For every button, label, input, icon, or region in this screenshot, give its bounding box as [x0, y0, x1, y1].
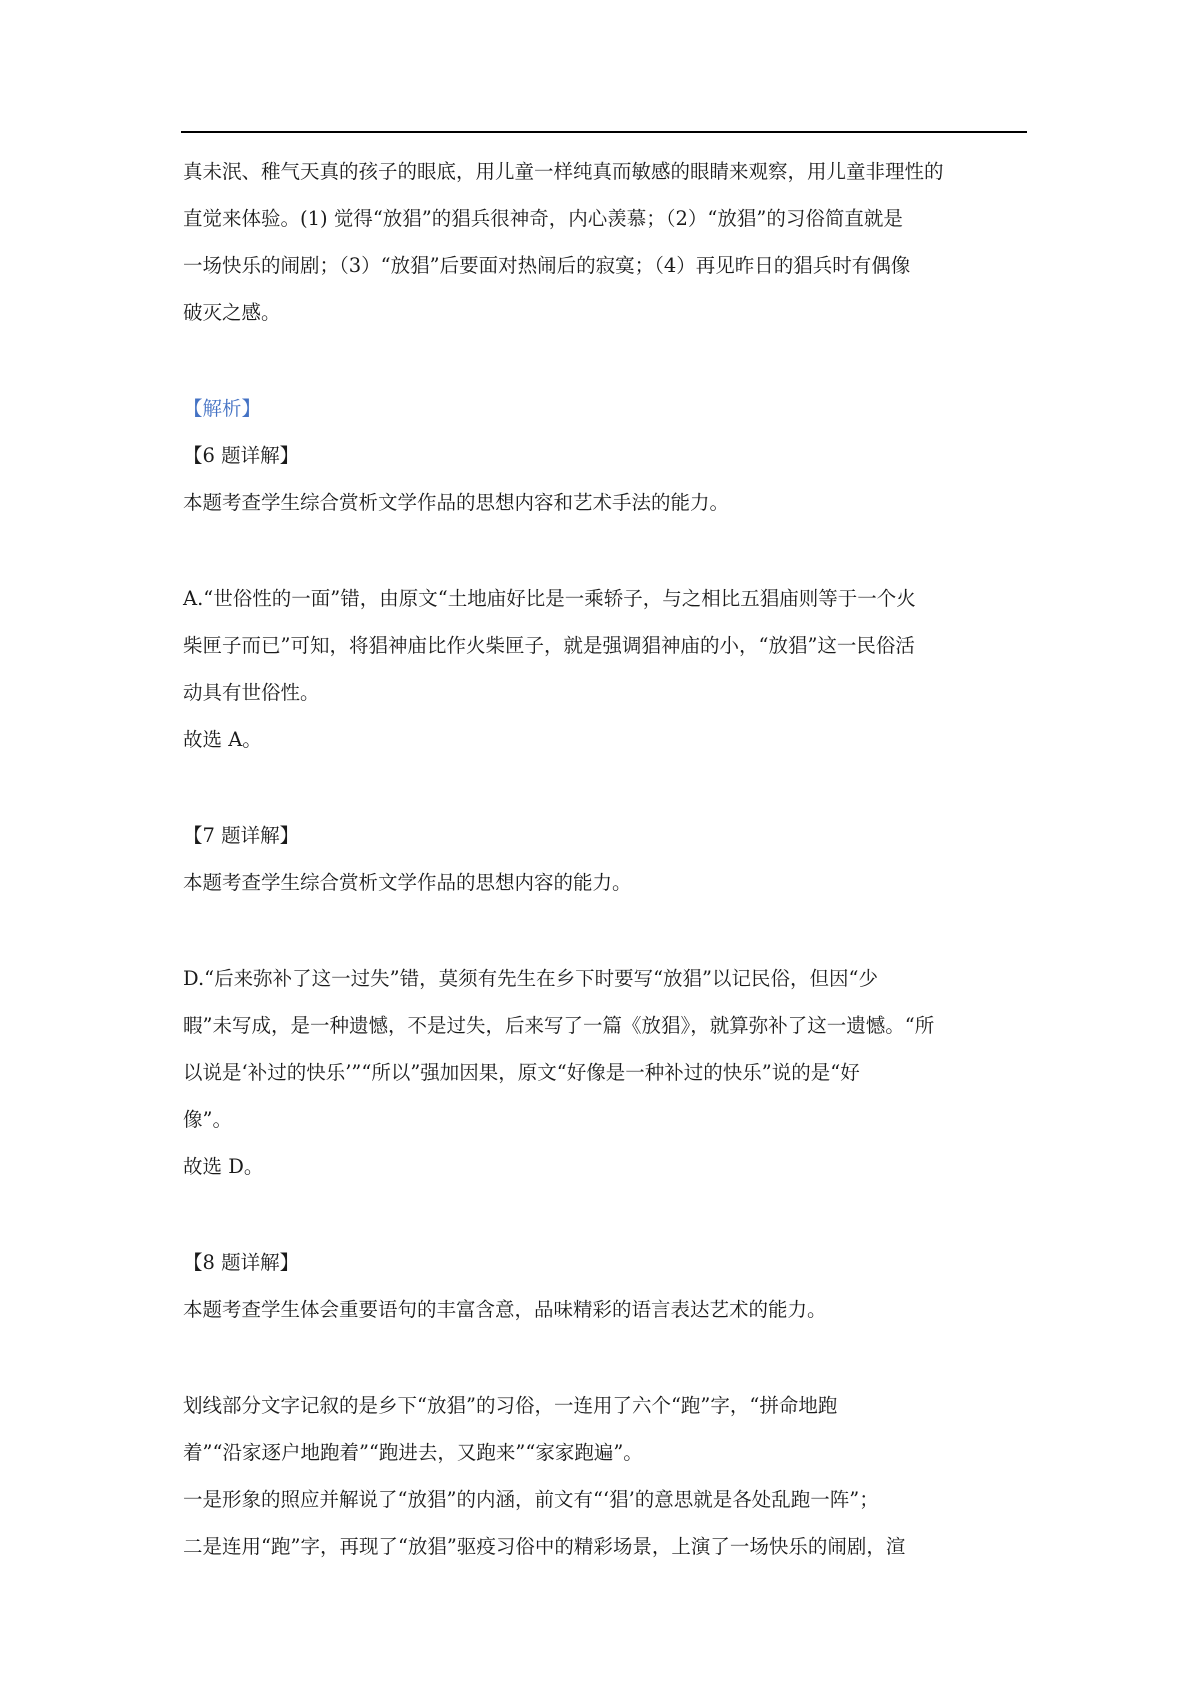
q6-answer: 故选 A。 — [183, 728, 262, 751]
q7-line-1: D.“后来弥补了这一过失”错，莫须有先生在乡下时要写“放猖”以记民俗，但因“少 — [183, 967, 878, 990]
q7-line-2: 暇”未写成，是一种遗憾，不是过失，后来写了一篇《放猖》，就算弥补了这一遗憾。“所 — [183, 1014, 935, 1037]
q7-line-4: 像”。 — [183, 1108, 232, 1131]
intro-line-2: 直觉来体验。(1) 觉得“放猖”的猖兵很神奇，内心羡慕；（2）“放猖”的习俗简直就是 — [183, 207, 903, 230]
q6-line-2: 柴匣子而已”可知，将猖神庙比作火柴匣子，就是强调猖神庙的小，“放猖”这一民俗活 — [183, 634, 915, 657]
q8-line-2: 着”“沿家逐户地跑着”“跑进去，又跑来”“家家跑遍”。 — [183, 1441, 643, 1464]
q8-line-1: 划线部分文字记叙的是乡下“放猖”的习俗，一连用了六个“跑”字，“拼命地跑 — [183, 1394, 838, 1417]
q6-line-1: A.“世俗性的一面”错，由原文“土地庙好比是一乘轿子，与之相比五猖庙则等于一个火 — [183, 587, 916, 610]
analysis-label: 【解析】 — [183, 397, 262, 420]
q7-heading: 【7 题详解】 — [183, 824, 300, 847]
header-rule — [181, 131, 1027, 133]
q6-heading: 【6 题详解】 — [183, 444, 300, 467]
q6-summary: 本题考查学生综合赏析文学作品的思想内容和艺术手法的能力。 — [183, 491, 730, 514]
q7-summary: 本题考查学生综合赏析文学作品的思想内容的能力。 — [183, 871, 632, 894]
q6-line-3: 动具有世俗性。 — [183, 681, 320, 704]
q7-answer: 故选 D。 — [183, 1155, 264, 1178]
q7-line-3: 以说是‘补过的快乐’”“所以”强加因果，原文“好像是一种补过的快乐”说的是“好 — [183, 1061, 860, 1084]
intro-line-4: 破灭之感。 — [183, 301, 281, 324]
q8-heading: 【8 题详解】 — [183, 1251, 300, 1274]
q8-line-4: 二是连用“跑”字，再现了“放猖”驱疫习俗中的精彩场景，上演了一场快乐的闹剧，渲 — [183, 1535, 906, 1558]
q8-line-3: 一是形象的照应并解说了“放猖”的内涵，前文有“‘猖’的意思就是各处乱跑一阵”； — [183, 1488, 879, 1511]
q8-summary: 本题考查学生体会重要语句的丰富含意，品味精彩的语言表达艺术的能力。 — [183, 1298, 827, 1321]
intro-line-3: 一场快乐的闹剧；（3）“放猖”后要面对热闹后的寂寞；（4）再见昨日的猖兵时有偶像 — [183, 254, 911, 277]
intro-line-1: 真未泯、稚气天真的孩子的眼底，用儿童一样纯真而敏感的眼睛来观察，用儿童非理性的 — [183, 160, 944, 183]
